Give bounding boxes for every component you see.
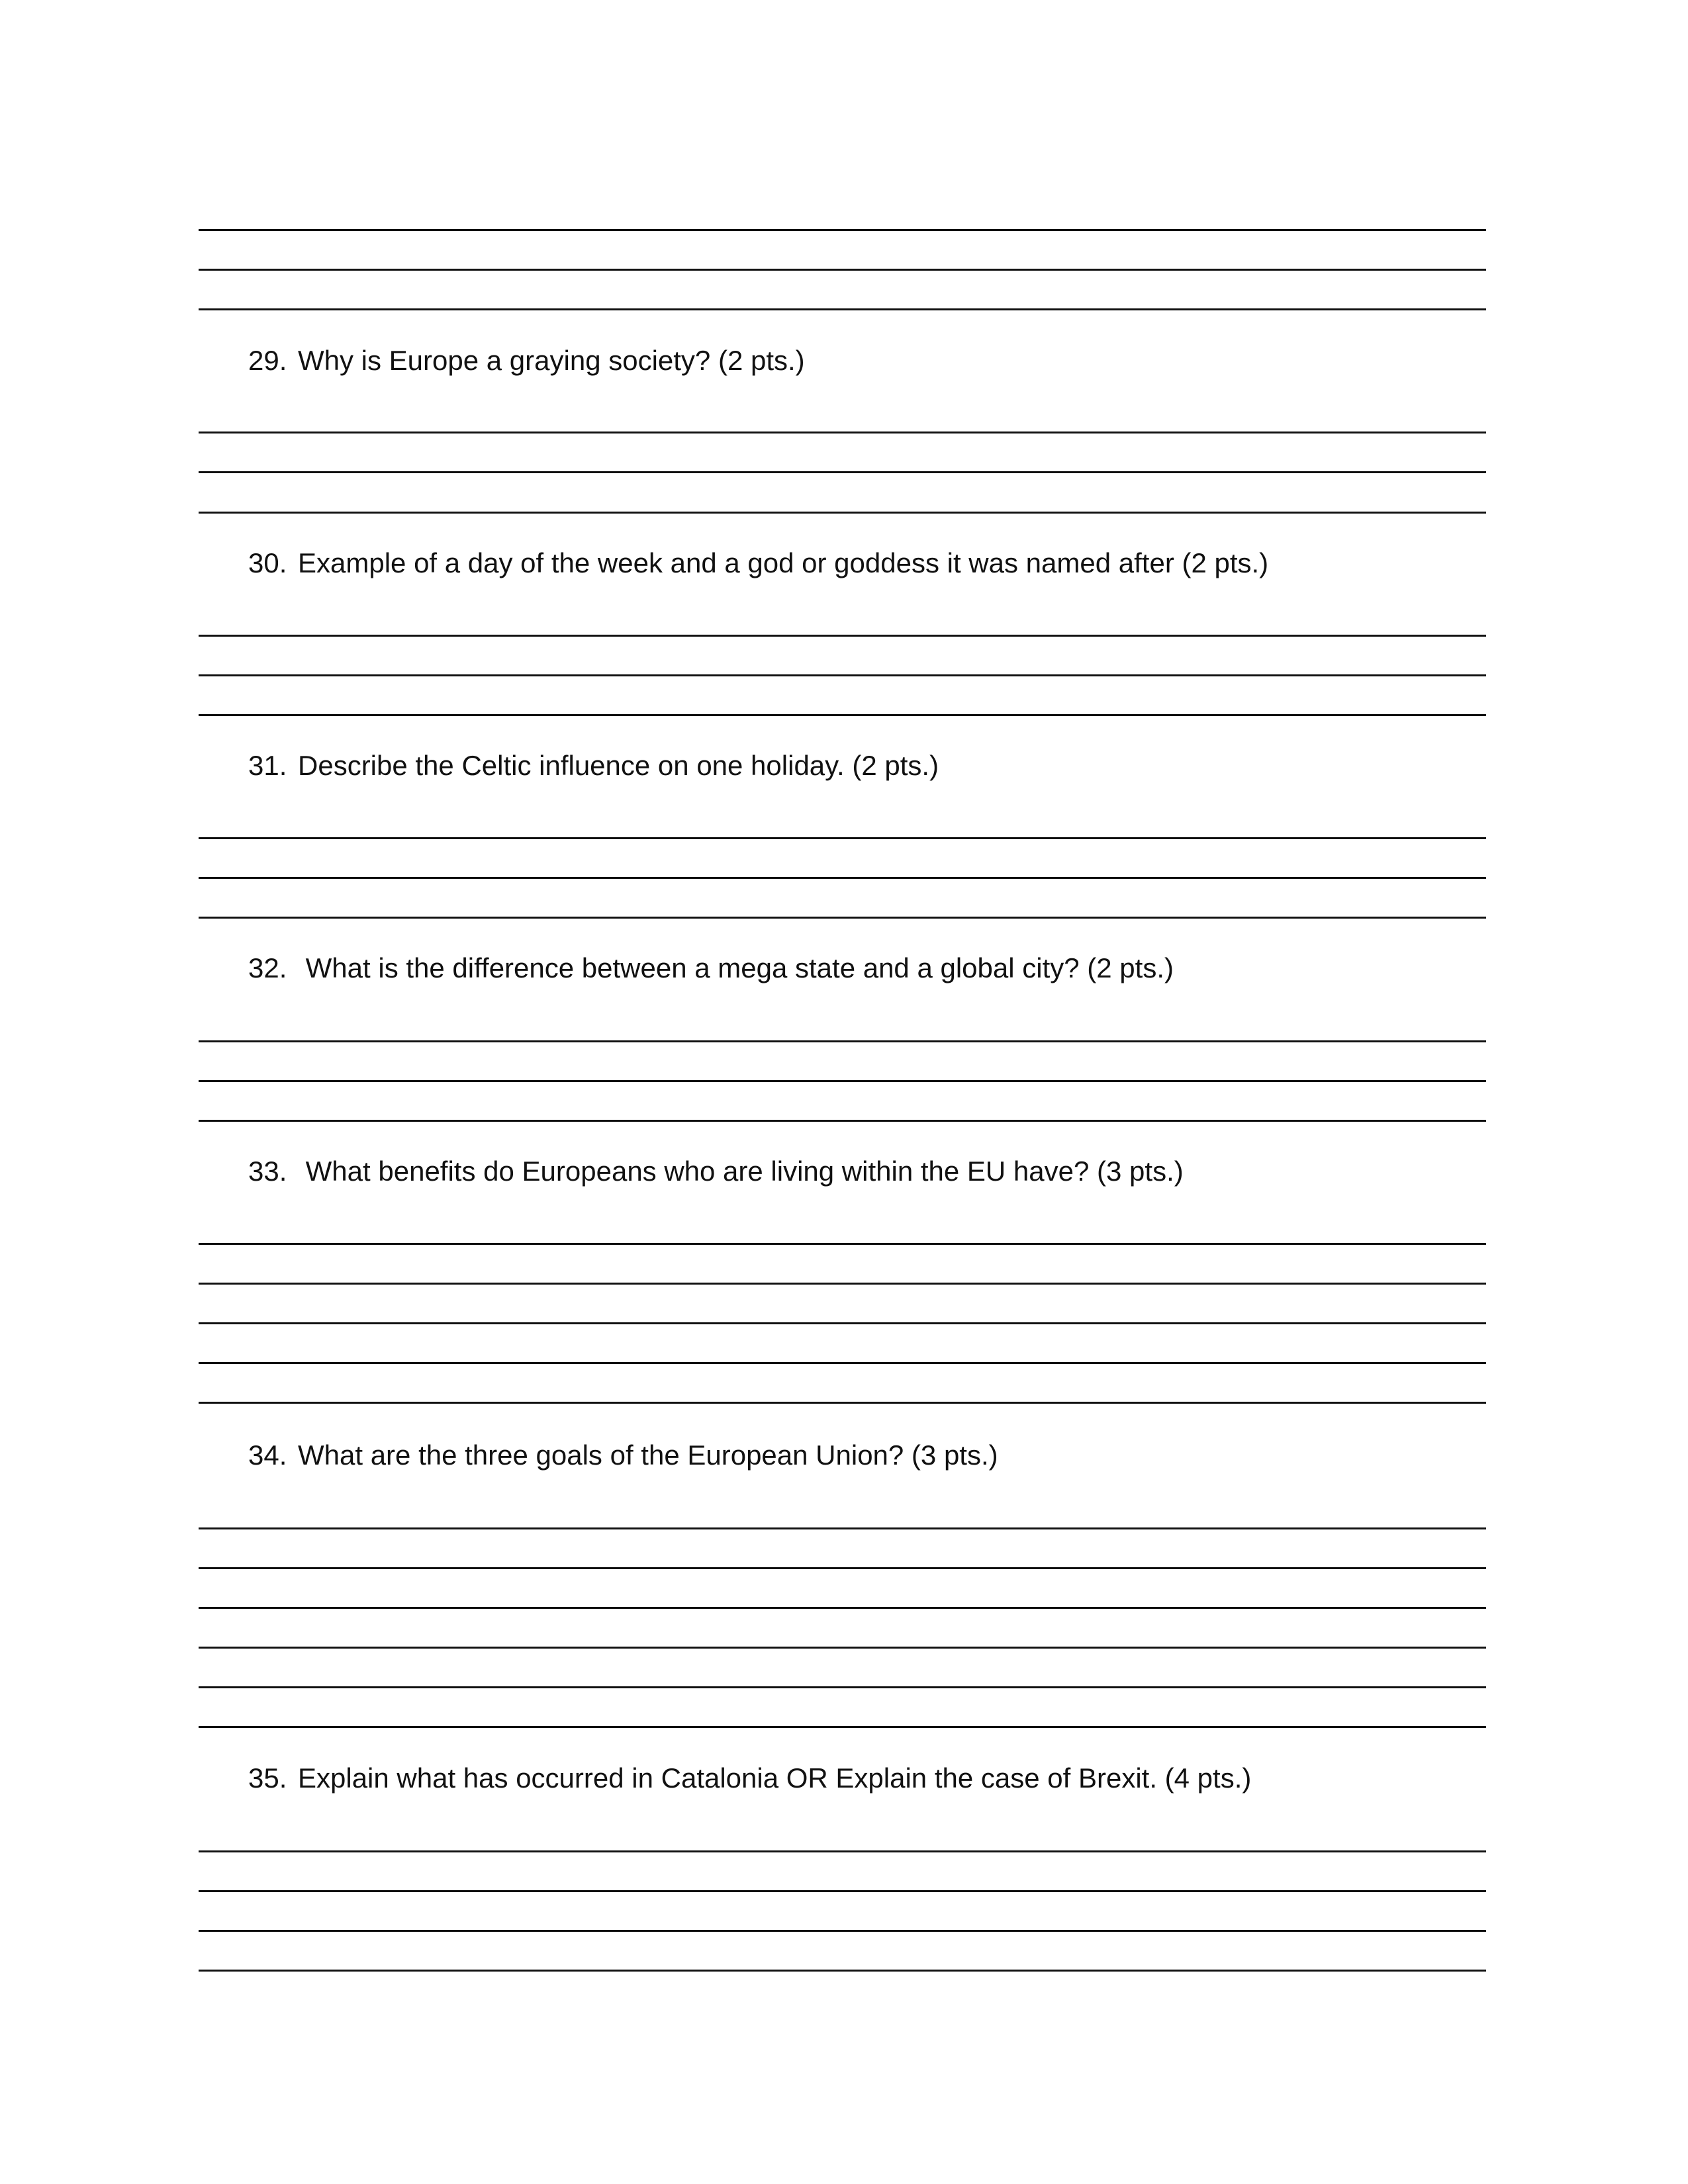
answer-line[interactable] xyxy=(199,1322,1486,1324)
answer-line[interactable] xyxy=(199,512,1486,514)
answer-line[interactable] xyxy=(199,1040,1486,1042)
question-number: 33. xyxy=(248,1156,287,1187)
question-34 xyxy=(248,1439,998,1472)
answer-line[interactable] xyxy=(199,1402,1486,1404)
answer-line[interactable] xyxy=(199,1647,1486,1649)
question-30 xyxy=(248,547,1268,580)
question-31 xyxy=(248,749,939,782)
answer-line[interactable] xyxy=(199,1283,1486,1285)
question-number: 32. xyxy=(248,952,287,983)
answer-line[interactable] xyxy=(199,674,1486,676)
answer-line[interactable] xyxy=(199,269,1486,271)
question-35 xyxy=(248,1762,1251,1795)
answer-line[interactable] xyxy=(199,1607,1486,1609)
answer-line[interactable] xyxy=(199,714,1486,716)
question-text: What are the three goals of the European Union? (3 pts.) xyxy=(298,1439,998,1471)
answer-line[interactable] xyxy=(199,1120,1486,1122)
answer-line[interactable] xyxy=(199,432,1486,433)
question-number: 30. xyxy=(248,547,287,578)
question-29 xyxy=(248,344,805,377)
answer-line[interactable] xyxy=(199,1567,1486,1569)
answer-line[interactable] xyxy=(199,877,1486,879)
answer-line[interactable] xyxy=(199,837,1486,839)
answer-line[interactable] xyxy=(199,229,1486,231)
question-number: 35. xyxy=(248,1762,287,1794)
question-text: What is the difference between a mega state and a global city? (2 pts.) xyxy=(298,952,1174,983)
question-text: Explain what has occurred in Catalonia OR Explain the case of Brexit. (4 pts.) xyxy=(298,1762,1252,1794)
answer-line[interactable] xyxy=(199,1726,1486,1728)
question-number: 29. xyxy=(248,345,287,376)
question-text: Example of a day of the week and a god or goddess it was named after (2 pts.) xyxy=(298,547,1269,578)
answer-line[interactable] xyxy=(199,1930,1486,1932)
answer-line[interactable] xyxy=(199,1850,1486,1852)
question-text: Describe the Celtic influence on one holiday. (2 pts.) xyxy=(298,750,939,781)
question-32 xyxy=(248,952,1174,985)
question-number: 34. xyxy=(248,1439,287,1471)
question-33 xyxy=(248,1155,1184,1188)
answer-line[interactable] xyxy=(199,1527,1486,1529)
answer-line[interactable] xyxy=(199,308,1486,310)
question-text: Why is Europe a graying society? (2 pts.) xyxy=(298,345,805,376)
answer-line[interactable] xyxy=(199,1243,1486,1245)
answer-line[interactable] xyxy=(199,1362,1486,1364)
answer-line[interactable] xyxy=(199,1890,1486,1892)
question-number: 31. xyxy=(248,750,287,781)
answer-line[interactable] xyxy=(199,1080,1486,1082)
answer-line[interactable] xyxy=(199,917,1486,919)
answer-line[interactable] xyxy=(199,471,1486,473)
answer-line[interactable] xyxy=(199,635,1486,637)
answer-line[interactable] xyxy=(199,1970,1486,1972)
answer-line[interactable] xyxy=(199,1686,1486,1688)
question-text: What benefits do Europeans who are living within the EU have? (3 pts.) xyxy=(298,1156,1184,1187)
